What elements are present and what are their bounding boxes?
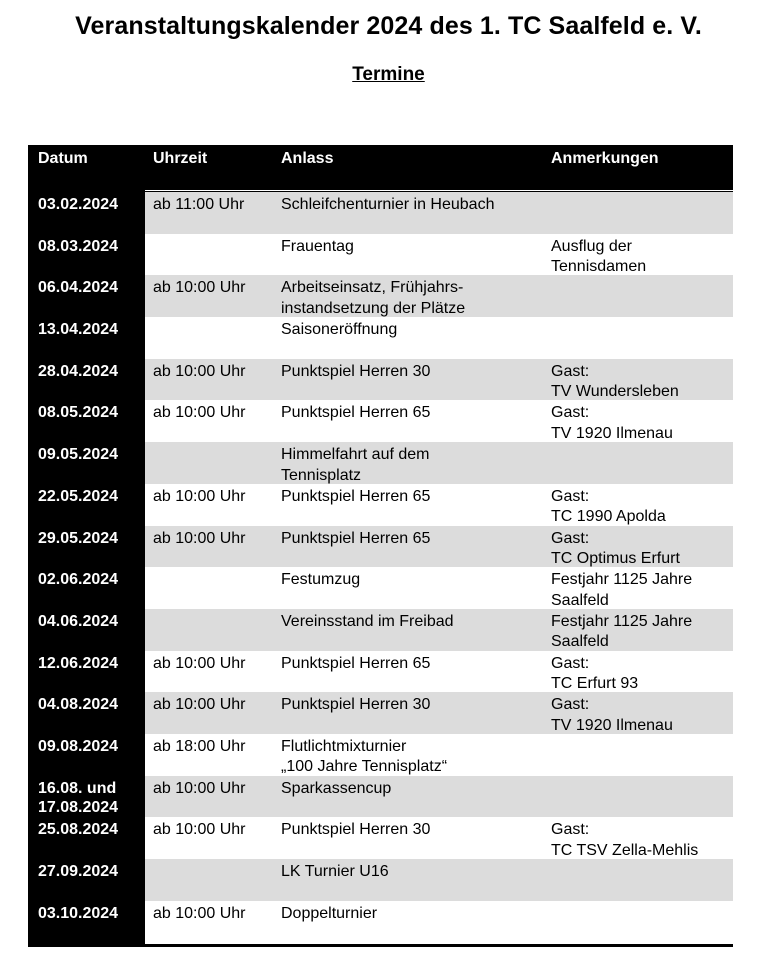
event-line: Flutlichtmixturnier	[281, 737, 407, 755]
event-line: instandsetzung der Plätze	[281, 299, 466, 317]
event-cell	[281, 529, 430, 550]
table-row	[28, 817, 733, 859]
event-cell	[281, 362, 430, 383]
event-cell	[281, 612, 454, 633]
note-cell	[551, 612, 692, 653]
event-cell	[281, 237, 354, 258]
date-cell	[28, 400, 145, 442]
time-cell: ab 11:00 Uhr	[153, 196, 245, 213]
note-cell	[551, 237, 646, 278]
table-row	[28, 567, 733, 609]
note-line: Gast:	[551, 487, 590, 505]
table-row	[28, 192, 733, 234]
event-cell	[281, 487, 430, 508]
events-table	[28, 145, 733, 945]
time-cell: ab 10:00 Uhr	[153, 821, 246, 839]
time-cell: ab 10:00 Uhr	[153, 696, 246, 714]
date-cell	[28, 359, 145, 401]
date-cell	[28, 526, 145, 568]
note-line: TC Erfurt 93	[551, 675, 639, 693]
date-cell	[28, 776, 145, 818]
event-line: Arbeitseinsatz, Frühjahrs-	[281, 279, 464, 297]
note-line: TC Optimus Erfurt	[551, 550, 680, 567]
note-line: TC 1990 Apolda	[551, 508, 666, 526]
date-line: 08.03.2024	[38, 237, 119, 255]
date-cell	[28, 567, 145, 609]
page-subtitle: Termine	[352, 64, 425, 85]
page-title: Veranstaltungskalender 2024 des 1. TC Saalfeld e. V.	[75, 12, 702, 40]
event-line: Tennisplatz	[281, 466, 362, 484]
date-line: 06.04.2024	[38, 279, 119, 297]
event-cell	[281, 862, 389, 883]
table-bottom-border	[28, 944, 733, 947]
note-line: Saalfeld	[551, 633, 609, 651]
time-cell: ab 10:00 Uhr	[153, 654, 246, 672]
event-cell	[281, 820, 430, 841]
note-cell	[551, 403, 673, 444]
note-cell	[551, 487, 666, 528]
note-line: TV 1920 Ilmenau	[551, 424, 673, 442]
event-line: Festumzug	[281, 571, 361, 589]
table-row	[28, 734, 733, 776]
event-line: Vereinsstand im Freibad	[281, 612, 454, 630]
date-line: 04.06.2024	[38, 612, 119, 630]
time-cell: ab 10:00 Uhr	[153, 529, 246, 547]
date-line: 09.08.2024	[38, 737, 119, 755]
date-line: 08.05.2024	[38, 404, 119, 422]
time-cell: ab 10:00 Uhr	[153, 404, 246, 422]
note-line: Festjahr 1125 Jahre	[551, 571, 693, 589]
table-row	[28, 651, 733, 693]
event-line: Punktspiel Herren 65	[281, 404, 431, 422]
date-line: 03.02.2024	[38, 196, 119, 213]
note-cell	[551, 570, 692, 611]
date-line: 04.08.2024	[38, 696, 119, 714]
event-cell	[281, 278, 465, 319]
event-cell	[281, 570, 360, 591]
date-line: 13.04.2024	[38, 321, 119, 339]
date-line: 03.10.2024	[38, 904, 119, 922]
table-row	[28, 275, 733, 317]
header-event: Anlass	[281, 150, 334, 167]
event-line: Punktspiel Herren 30	[281, 362, 431, 380]
note-line: Gast:	[551, 529, 590, 547]
note-line: Gast:	[551, 654, 590, 672]
table-row	[28, 776, 733, 818]
header-notes: Anmerkungen	[551, 150, 659, 167]
date-line: 25.08.2024	[38, 821, 119, 839]
date-cell	[28, 317, 145, 359]
table-row	[28, 359, 733, 401]
note-line: TV 1920 Ilmenau	[551, 716, 673, 734]
table-row	[28, 484, 733, 526]
note-line: Saalfeld	[551, 591, 609, 609]
table-row	[28, 526, 733, 568]
date-cell	[28, 234, 145, 276]
event-line: LK Turnier U16	[281, 863, 389, 880]
date-line: 22.05.2024	[38, 487, 119, 505]
note-line: Ausflug der	[551, 237, 632, 255]
event-cell	[281, 904, 377, 925]
date-line: 28.04.2024	[38, 362, 119, 380]
event-cell	[281, 695, 430, 716]
table-row	[28, 400, 733, 442]
event-cell	[281, 195, 494, 216]
date-line: 29.05.2024	[38, 529, 119, 547]
event-line: Sparkassencup	[281, 779, 392, 797]
date-cell	[28, 442, 145, 484]
table-row	[28, 609, 733, 651]
event-cell	[281, 403, 430, 424]
date-cell	[28, 609, 145, 651]
note-cell	[551, 695, 673, 736]
table-row	[28, 859, 733, 901]
note-cell	[551, 654, 638, 695]
date-cell	[28, 651, 145, 693]
note-line: Gast:	[551, 696, 590, 714]
date-line: 12.06.2024	[38, 654, 119, 672]
table-row	[28, 234, 733, 276]
event-line: Punktspiel Herren 65	[281, 487, 431, 505]
event-line: Punktspiel Herren 65	[281, 529, 431, 547]
event-line: Saisoneröffnung	[281, 321, 398, 339]
row-background	[145, 859, 733, 901]
event-line: Punktspiel Herren 65	[281, 654, 431, 672]
table-row	[28, 901, 733, 945]
note-line: Gast:	[551, 362, 590, 380]
date-line: 16.08. und	[38, 779, 117, 797]
time-cell: ab 10:00 Uhr	[153, 904, 246, 922]
event-line: Punktspiel Herren 30	[281, 696, 431, 714]
table-row	[28, 442, 733, 484]
note-cell	[551, 362, 679, 403]
note-line: Festjahr 1125 Jahre	[551, 612, 693, 630]
time-cell: ab 10:00 Uhr	[153, 779, 246, 797]
date-cell	[28, 484, 145, 526]
date-cell	[28, 734, 145, 776]
date-line: 27.09.2024	[38, 863, 119, 880]
time-cell: ab 10:00 Uhr	[153, 362, 246, 380]
note-line: Gast:	[551, 404, 590, 422]
date-cell	[28, 817, 145, 859]
date-cell	[28, 901, 145, 945]
date-cell	[28, 275, 145, 317]
time-cell: ab 10:00 Uhr	[153, 279, 246, 297]
event-cell	[281, 654, 430, 675]
table-row	[28, 317, 733, 359]
note-cell	[551, 529, 680, 570]
time-cell: ab 10:00 Uhr	[153, 487, 246, 505]
date-line: 02.06.2024	[38, 571, 119, 589]
note-line: TV Wundersleben	[551, 383, 679, 401]
event-cell	[281, 779, 391, 800]
event-line: Himmelfahrt auf dem	[281, 446, 430, 464]
date-cell	[28, 692, 145, 734]
event-cell	[281, 320, 397, 341]
header-date: Datum	[38, 150, 88, 167]
note-line: Tennisdamen	[551, 258, 647, 276]
row-background	[145, 317, 733, 359]
note-line: Gast:	[551, 821, 590, 839]
header-time: Uhrzeit	[153, 150, 208, 167]
event-line: Punktspiel Herren 30	[281, 821, 431, 839]
event-line: „100 Jahre Tennisplatz“	[281, 758, 448, 776]
time-cell: ab 18:00 Uhr	[153, 737, 246, 755]
date-cell	[28, 192, 145, 234]
header-divider	[145, 190, 733, 191]
event-line: Frauentag	[281, 237, 354, 255]
table-header	[28, 145, 733, 192]
event-cell	[281, 445, 430, 486]
event-cell	[281, 737, 447, 778]
row-background	[145, 442, 733, 484]
table-row	[28, 692, 733, 734]
date-cell	[28, 859, 145, 901]
date-line: 17.08.2024	[38, 798, 119, 816]
table-body	[28, 192, 733, 945]
event-line: Doppelturnier	[281, 904, 378, 922]
note-line: TC TSV Zella-Mehlis	[551, 841, 699, 859]
note-cell	[551, 820, 698, 861]
date-line: 09.05.2024	[38, 446, 119, 464]
event-line: Schleifchenturnier in Heubach	[281, 196, 495, 213]
